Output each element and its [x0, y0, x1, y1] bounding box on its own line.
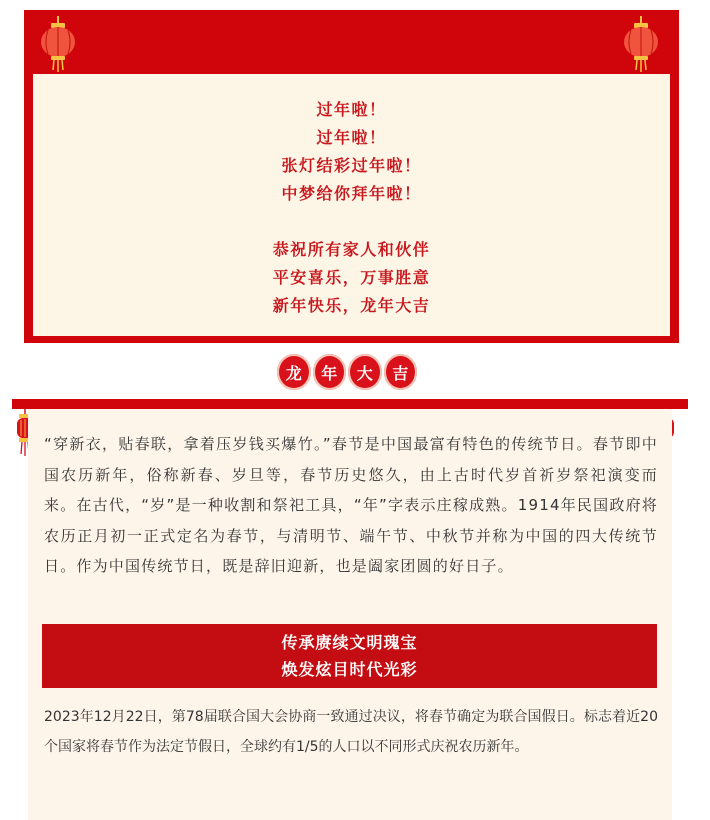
greeting-line: 过年啦！	[316, 128, 387, 147]
greeting-spacer	[33, 208, 670, 236]
dragon-year-badge	[277, 354, 417, 390]
greeting-text	[33, 74, 670, 320]
article-top-bar	[12, 399, 688, 409]
banner-line: 传承赓续文明瑰宝	[281, 633, 418, 652]
greeting-line: 中梦给你拜年啦！	[281, 184, 422, 203]
greeting-card	[24, 10, 679, 343]
lantern-icon	[38, 16, 78, 72]
wish-line: 恭祝所有家人和伙伴	[272, 240, 431, 259]
greeting-panel	[33, 74, 670, 336]
article-body	[28, 409, 672, 820]
badge-char: 龙	[277, 354, 311, 390]
badge-char: 年	[313, 354, 347, 390]
badge-char: 吉	[384, 354, 418, 390]
badge-char: 大	[348, 354, 382, 390]
article-paragraph: “穿新衣，贴春联，拿着压岁钱买爆竹。”春节是中国最富有特色的传统节日。春节即中国农历新年，俗称新春、岁旦等，春节历史悠久，由上古时代岁首祈岁祭祀演变而来。在古代，“岁”是一种收割和祭祀工具，“年”字表示庄稼成熟。1914年民国政府将农历正月初一正式定名为春节，与清明节、端午节、中秋节并称为中国的四大传统节日。作为中国传统节日，既是辞旧迎新，也是阖家团圆的好日子。	[44, 435, 658, 575]
greeting-line: 张灯结彩过年啦！	[281, 156, 422, 175]
wish-line: 平安喜乐，万事胜意	[272, 268, 431, 287]
section-banner	[42, 624, 657, 688]
lantern-icon	[621, 16, 661, 72]
wish-line: 新年快乐，龙年大吉	[272, 296, 431, 315]
banner-line: 焕发炫目时代光彩	[281, 660, 418, 679]
article-paragraph: 2023年12月22日，第78届联合国大会协商一致通过决议，将春节确定为联合国假日。标志着近20个国家将春节作为法定节假日，全球约有1/5的人口以不同形式庆祝农历新年。	[44, 709, 658, 755]
greeting-line: 过年啦！	[316, 100, 387, 119]
